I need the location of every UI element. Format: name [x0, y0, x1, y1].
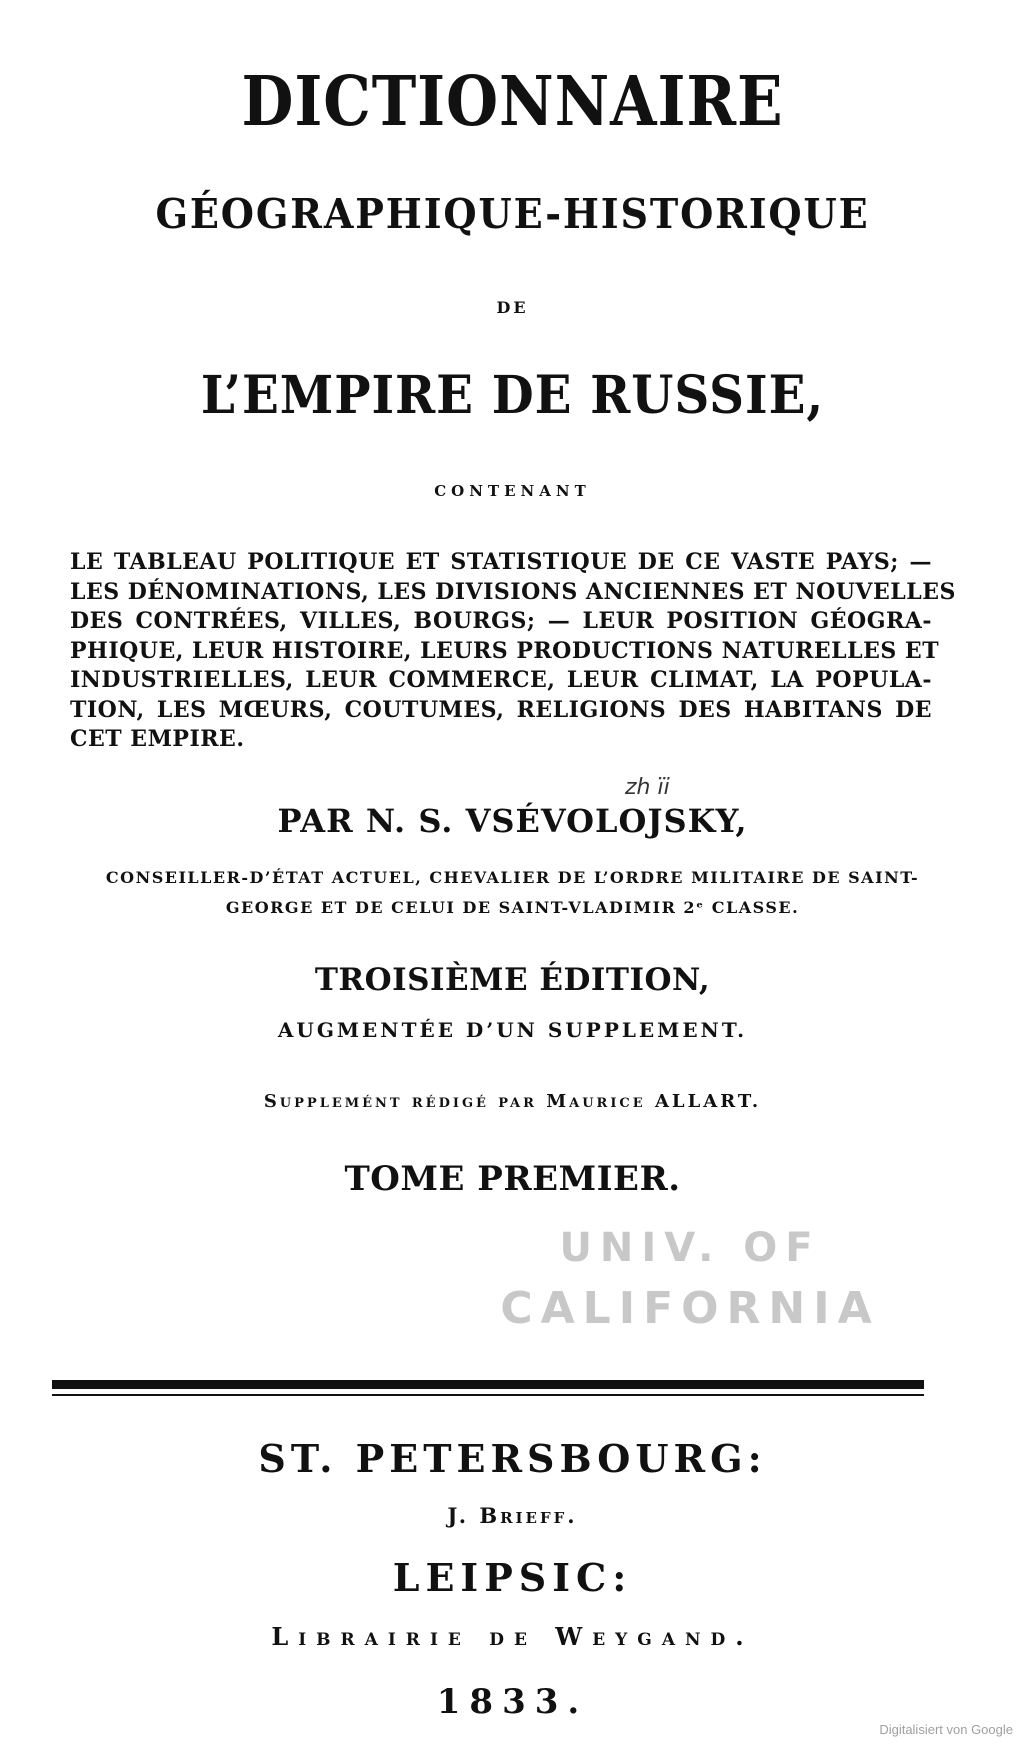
- description-line: TION, LES MŒURS, COUTUMES, RELIGIONS DES HABITANS DE: [70, 696, 932, 723]
- description-line: PHIQUE, LEUR HISTOIRE, LEURS PRODUCTIONS NATURELLES ET: [70, 637, 940, 664]
- description-line: CET EMPIRE.: [70, 726, 245, 752]
- author-line: PAR N. S. VSÉVOLOJSKY,: [277, 802, 748, 840]
- title-geographique-historique: GÉOGRAPHIQUE-HISTORIQUE: [155, 190, 870, 238]
- digitization-watermark: Digitalisiert von Google: [879, 1722, 1013, 1737]
- description-paragraph: [70, 548, 956, 755]
- imprint-city-leipsic: LEIPSIC:: [392, 1555, 633, 1600]
- imprint-publisher-brieff: J. Brieff.: [447, 1503, 578, 1528]
- description-line: DES CONTRÉES, VILLES, BOURGS; — LEUR POSITION GÉOGRA-: [70, 608, 932, 634]
- author-credentials-line-2: GEORGE ET DE CELUI DE SAINT-VLADIMIR 2ᵉ CLASSE.: [225, 898, 800, 917]
- author-credentials-line-1: CONSEILLER-D’ÉTAT ACTUEL, CHEVALIER DE L’ORDRE MILITAIRE DE SAINT-: [105, 868, 920, 887]
- title-de: DE: [496, 298, 529, 317]
- divider-rule-thin: [52, 1394, 924, 1396]
- edition-line: TROISIÈME ÉDITION,: [314, 962, 711, 998]
- title-dictionnaire: DICTIONNAIRE: [241, 62, 784, 142]
- imprint-publisher-weygand: Librairie de Weygand.: [271, 1622, 754, 1651]
- divider-rule-thick: [52, 1380, 924, 1389]
- description-line: LES DÉNOMINATIONS, LES DIVISIONS ANCIENNES ET NOUVELLES: [70, 578, 956, 605]
- library-stamp-line-1: UNIV. OF: [559, 1225, 821, 1271]
- tome-line: TOME PREMIER.: [344, 1159, 681, 1199]
- title-empire-de-russie: L’EMPIRE DE RUSSIE,: [200, 365, 825, 426]
- description-line: LE TABLEAU POLITIQUE ET STATISTIQUE DE CE VASTE PAYS; —: [70, 549, 932, 575]
- description-line: INDUSTRIELLES, LEUR COMMERCE, LEUR CLIMAT, LA POPULA-: [70, 667, 932, 693]
- imprint-year: 1833.: [436, 1682, 589, 1722]
- augmentee-line: AUGMENTÉE D’UN SUPPLEMENT.: [277, 1018, 748, 1042]
- library-stamp-line-2: CALIFORNIA: [500, 1283, 880, 1334]
- supplement-credit-line: Supplemént rédigé par Maurice ALLART.: [263, 1091, 762, 1112]
- contenant-label: CONTENANT: [434, 482, 591, 500]
- imprint-city-st-petersbourg: ST. PETERSBOURG:: [258, 1436, 767, 1481]
- handwritten-annotation: zh ïi: [625, 775, 670, 800]
